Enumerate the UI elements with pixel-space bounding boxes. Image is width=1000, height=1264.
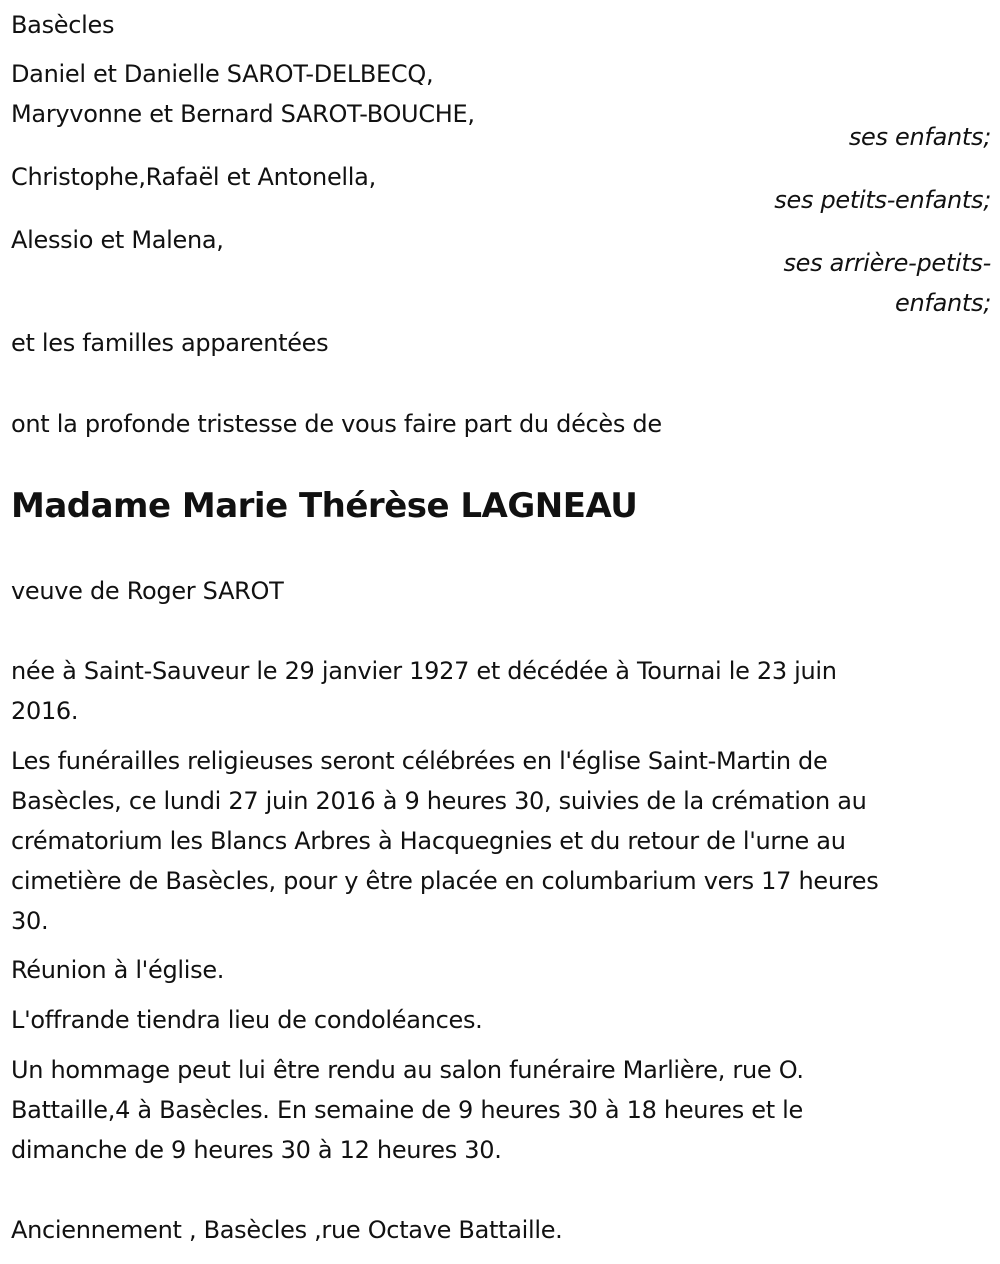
children-line-2: Maryvonne et Bernard SAROT-BOUCHE,	[11, 100, 475, 128]
children-relation: ses enfants;	[848, 123, 991, 151]
funeral-line-3: crématorium les Blancs Arbres à Hacquegnies et du retour de l'urne au	[11, 827, 846, 855]
deceased-name: Madame Marie Thérèse LAGNEAU	[11, 486, 638, 526]
grandchildren-names: Christophe,Rafaël et Antonella,	[11, 163, 376, 191]
birth-death-line-2: 2016.	[11, 697, 79, 725]
great-grandchildren-relation-line-1: ses arrière-petits-	[783, 249, 991, 277]
tribute-line-2: Battaille,4 à Basècles. En semaine de 9 heures 30 à 18 heures et le	[11, 1096, 803, 1124]
grandchildren-relation: ses petits-enfants;	[774, 186, 991, 214]
offering: L'offrande tiendra lieu de condoléances.	[11, 1006, 483, 1034]
great-grandchildren-names: Alessio et Malena,	[11, 226, 224, 254]
tribute-line-3: dimanche de 9 heures 30 à 12 heures 30.	[11, 1136, 502, 1164]
meeting: Réunion à l'église.	[11, 956, 225, 984]
funeral-line-2: Basècles, ce lundi 27 juin 2016 à 9 heures 30, suivies de la crémation au	[11, 787, 867, 815]
children-line-1: Daniel et Danielle SAROT-DELBECQ,	[11, 60, 434, 88]
tribute-line-1: Un hommage peut lui être rendu au salon funéraire Marlière, rue O.	[11, 1056, 804, 1084]
great-grandchildren-relation-line-2: enfants;	[895, 289, 991, 317]
funeral-line-1: Les funérailles religieuses seront célébrées en l'église Saint-Martin de	[11, 747, 828, 775]
announcement: ont la profonde tristesse de vous faire part du décès de	[11, 410, 662, 438]
widow-of: veuve de Roger SAROT	[11, 577, 284, 605]
former-address: Anciennement , Basècles ,rue Octave Battaille.	[11, 1216, 563, 1244]
funeral-line-5: 30.	[11, 907, 49, 935]
families: et les familles apparentées	[11, 329, 329, 357]
location: Basècles	[11, 11, 115, 39]
birth-death-line-1: née à Saint-Sauveur le 29 janvier 1927 et décédée à Tournai le 23 juin	[11, 657, 837, 685]
funeral-line-4: cimetière de Basècles, pour y être placée en columbarium vers 17 heures	[11, 867, 879, 895]
